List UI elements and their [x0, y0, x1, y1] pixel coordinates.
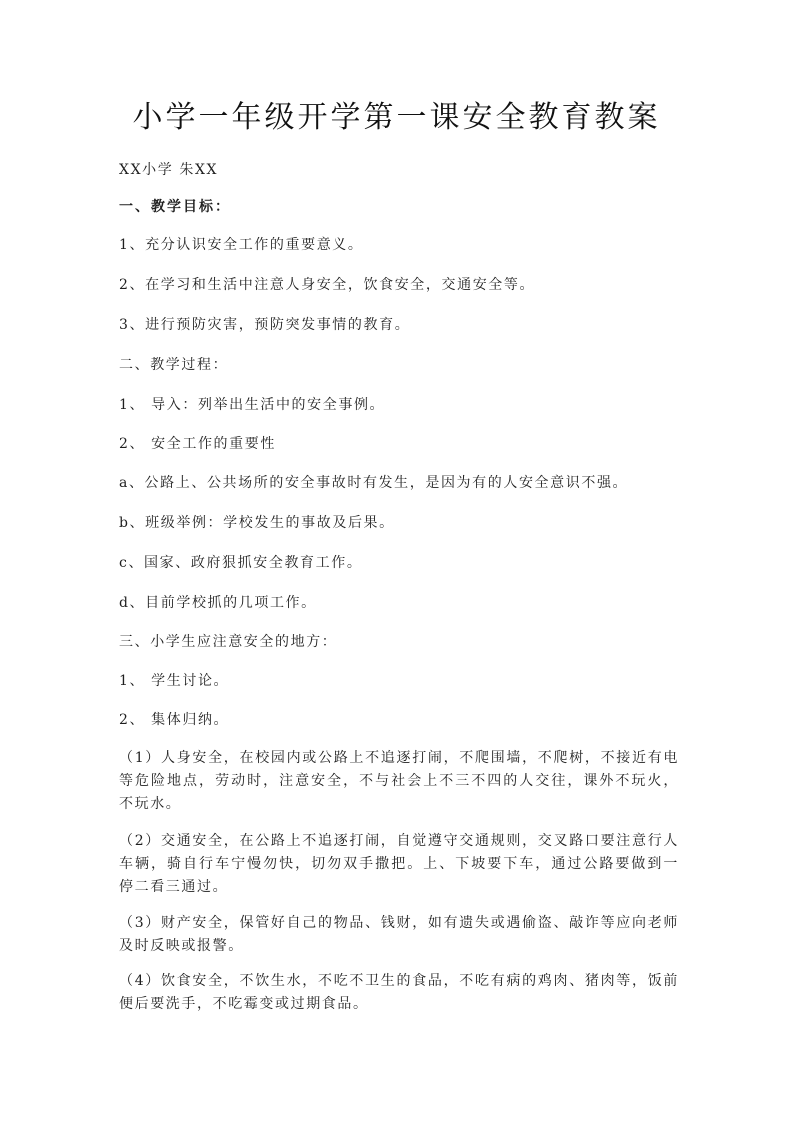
- process-item: a、公路上、公共场所的安全事故时有发生，是因为有的人安全意识不强。: [119, 475, 629, 491]
- process-item: 1、 导入：列举出生活中的安全事例。: [119, 397, 386, 413]
- process-item: b、班级举例：学校发生的事故及后果。: [119, 515, 395, 531]
- process-item: d、目前学校抓的几项工作。: [119, 595, 317, 611]
- safety-item: 2、 集体归纳。: [119, 712, 230, 728]
- safety-paragraph-personal: （1）人身安全，在校园内或公路上不追逐打闹，不爬围墙，不爬树，不接近有电等危险地点，劳动时，注意安全，不与社会上不三不四的人交往，课外不玩火，不玩水。: [119, 750, 679, 812]
- process-item: c、国家、政府狠抓安全教育工作。: [119, 555, 363, 571]
- safety-paragraph-food: （4）饮食安全，不饮生水，不吃不卫生的食品，不吃有病的鸡肉、猪肉等，饭前便后要洗手，不吃霉变或过期食品。: [119, 973, 679, 1012]
- process-item: 2、 安全工作的重要性: [119, 436, 276, 452]
- document-title: 小学一年级开学第一课安全教育教案: [132, 100, 661, 135]
- section-heading-process: 二、教学过程：: [119, 357, 229, 373]
- safety-paragraph-property: （3）财产安全，保管好自己的物品、钱财，如有遗失或遇偷盗、敲诈等应向老师及时反映或报警。: [119, 915, 679, 954]
- section-heading-safety-places: 三、小学生应注意安全的地方：: [119, 634, 338, 650]
- safety-paragraph-traffic: （2）交通安全，在公路上不追逐打闹，自觉遵守交通规则，交叉路口要注意行人车辆，骑自行车宁慢勿快，切勿双手撒把。上、下坡要下车，通过公路要做到一停二看三通过。: [119, 833, 679, 895]
- objective-item: 2、在学习和生活中注意人身安全，饮食安全，交通安全等。: [119, 277, 536, 293]
- objective-item: 3、进行预防灾害，预防突发事情的教育。: [119, 317, 411, 333]
- author-line: XX小学 朱XX: [119, 162, 219, 178]
- objective-item: 1、充分认识安全工作的重要意义。: [119, 237, 364, 253]
- section-heading-objectives: 一、教学目标：: [119, 199, 231, 215]
- safety-item: 1、 学生讨论。: [119, 673, 230, 689]
